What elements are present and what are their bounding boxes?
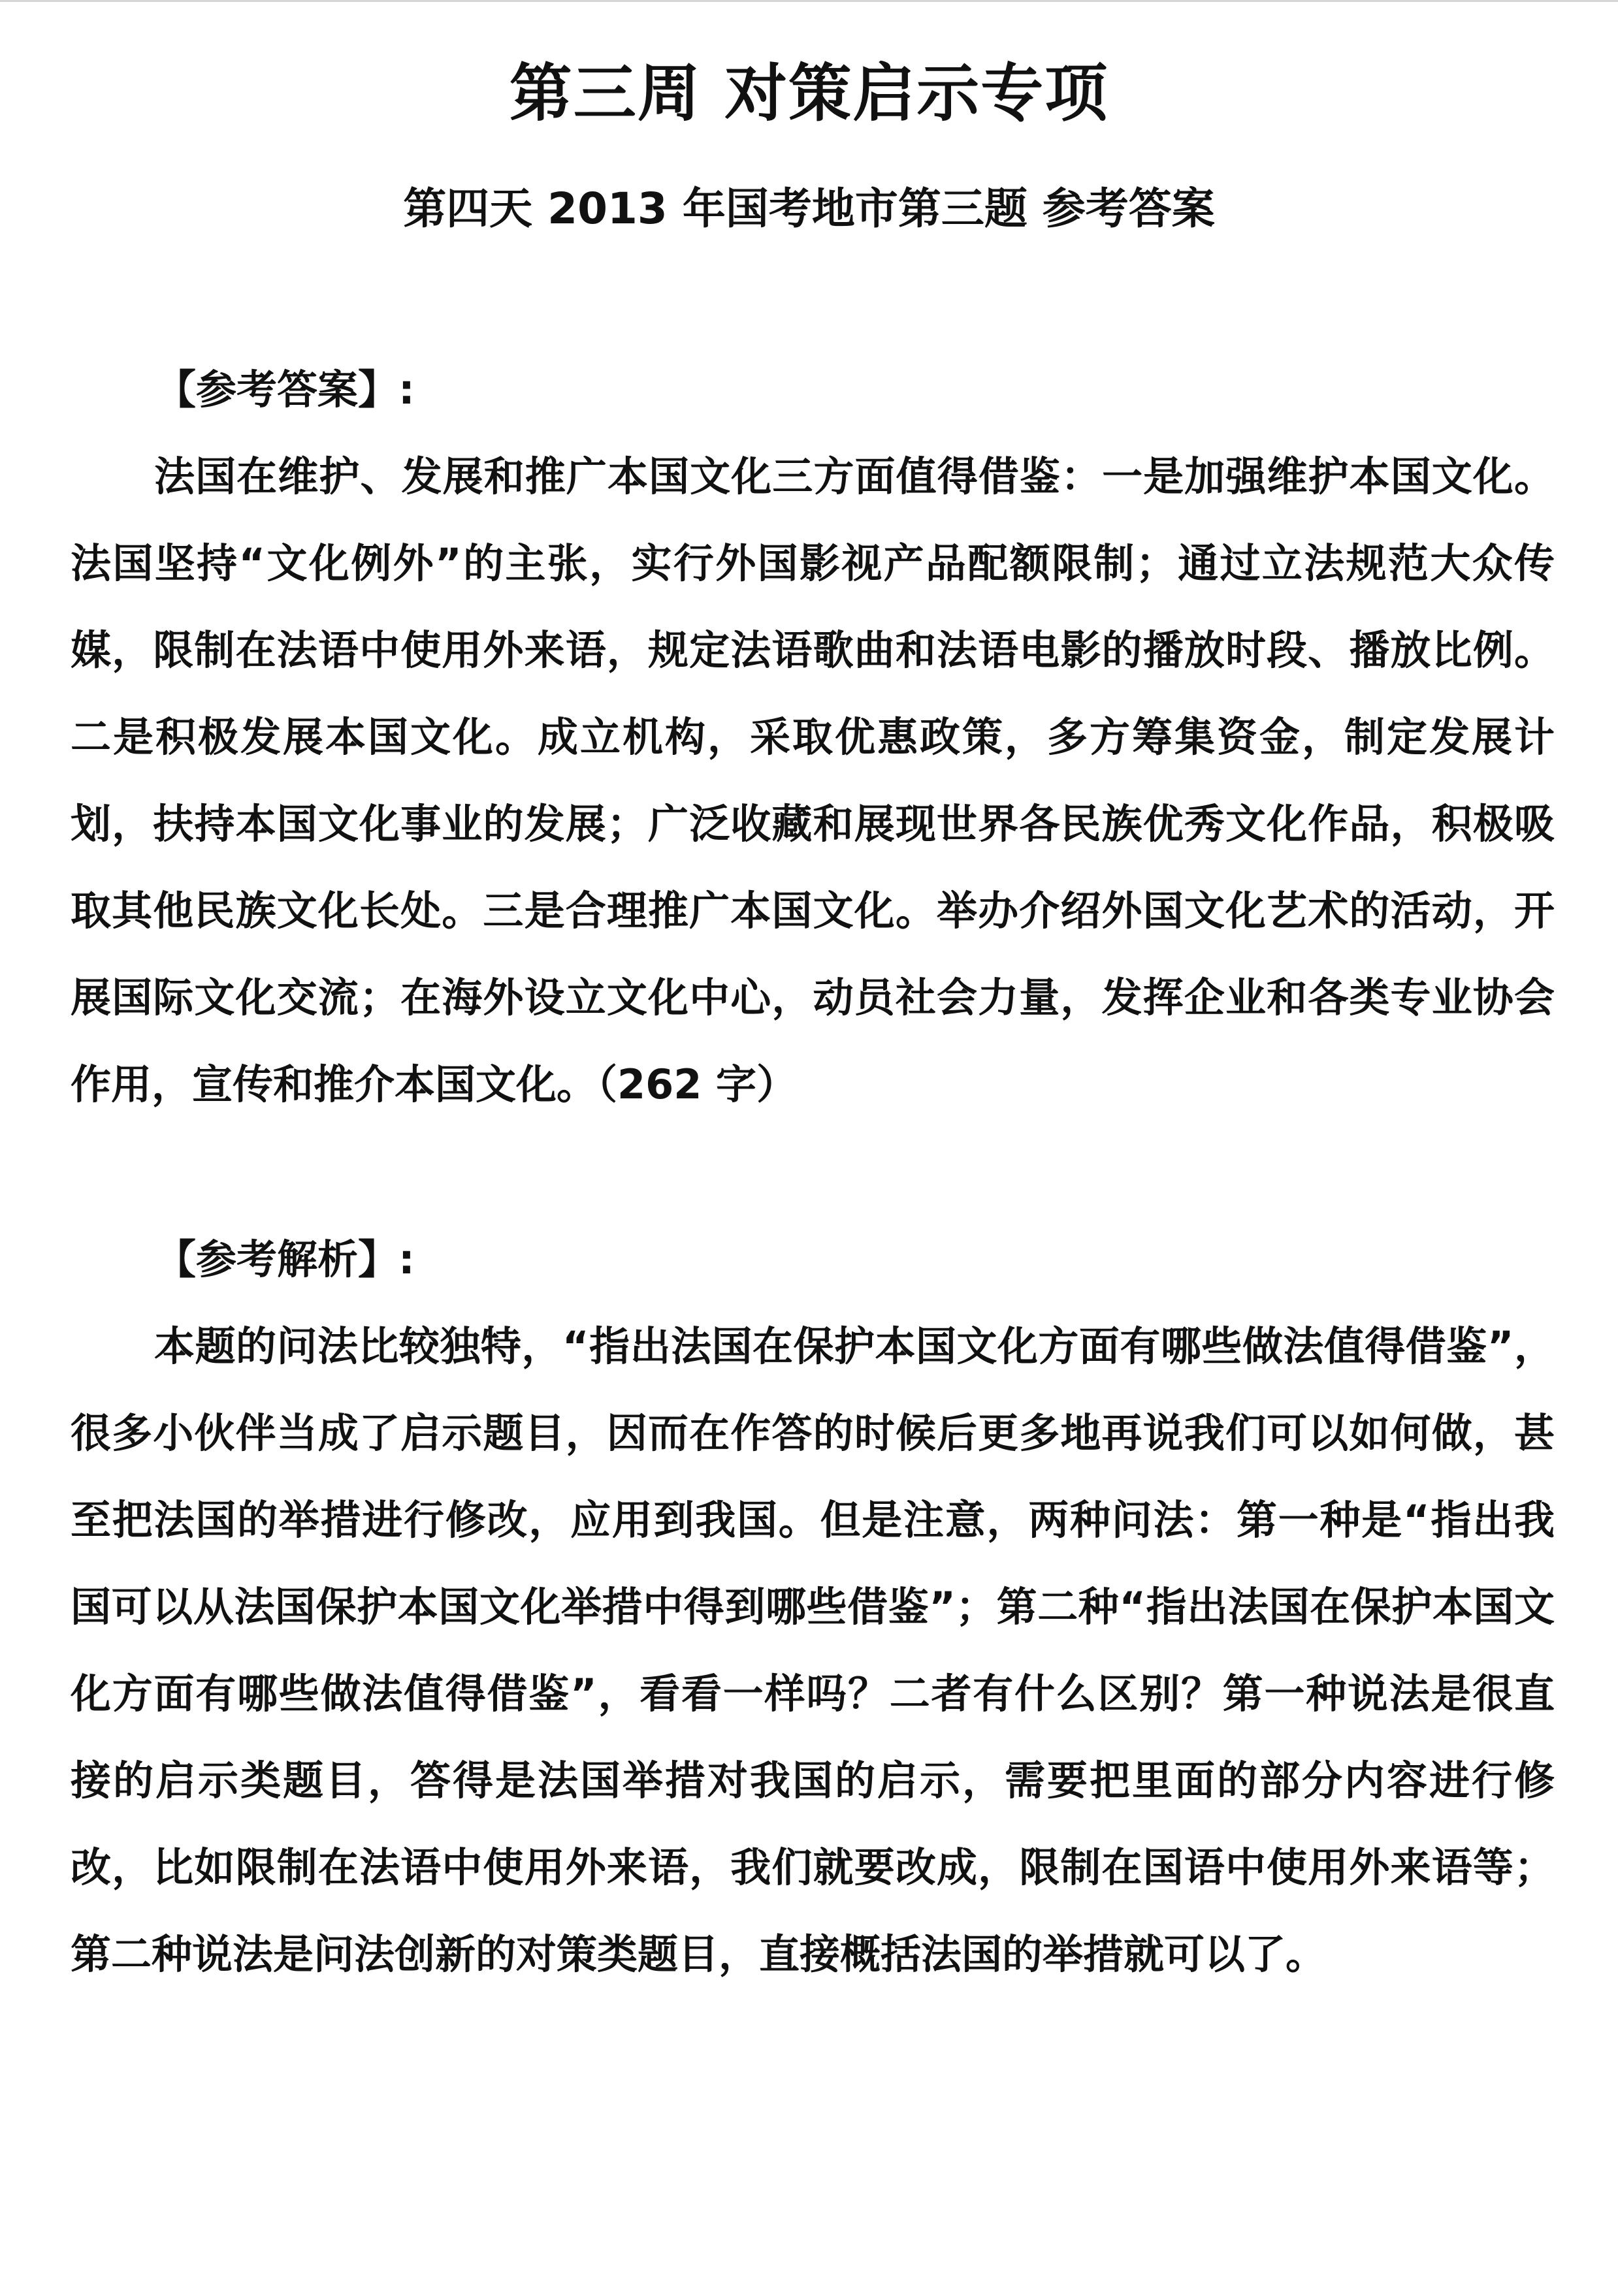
top-divider xyxy=(0,0,1618,2)
answer-heading: 【参考答案】: xyxy=(155,366,415,413)
page-subtitle: 第四天 2013 年国考地市第三题 参考答案 xyxy=(403,183,1215,234)
answer-section xyxy=(71,346,1555,1128)
page-title: 第三周 对策启示专项 xyxy=(509,57,1109,130)
analysis-heading: 【参考解析】: xyxy=(155,1236,415,1283)
analysis-section xyxy=(71,1216,1555,1998)
analysis-body: 本题的问法比较独特，“指出法国在保护本国文化方面有哪些做法值得借鉴”，很多小伙伴当成了启示题目，因而在作答的时候后更多地再说我们可以如何做，甚至把法国的举措进行修改，应用到我国。但是注意，两种问法：第一种是“指出我国可以从法国保护本国文化举措中得到哪些借鉴”；第二种“指出法国在保护本国文化方面有哪些做法值得借鉴”，看看一样吗？二者有什么区别？第一种说法是很直接的启示类题目，答得是法国举措对我国的启示，需要把里面的部分内容进行修改，比如限制在法语中使用外来语，我们就要改成，限制在国语中使用外来语等；第二种说法是问法创新的对策类题目，直接概括法国的举措就可以了。 xyxy=(71,1322,1555,1978)
answer-body: 法国在维护、发展和推广本国文化三方面值得借鉴：一是加强维护本国文化。法国坚持“文化例外”的主张，实行外国影视产品配额限制；通过立法规范大众传媒，限制在法语中使用外来语，规定法语歌曲和法语电影的播放时段、播放比例。二是积极发展本国文化。成立机构，采取优惠政策，多方筹集资金，制定发展计划，扶持本国文化事业的发展；广泛收藏和展现世界各民族优秀文化作品，积极吸取其他民族文化长处。三是合理推广本国文化。举办介绍外国文化艺术的活动，开展国际文化交流；在海外设立文化中心，动员社会力量，发挥企业和各类专业协会作用，宣传和推介本国文化。（262 字） xyxy=(71,453,1555,1108)
